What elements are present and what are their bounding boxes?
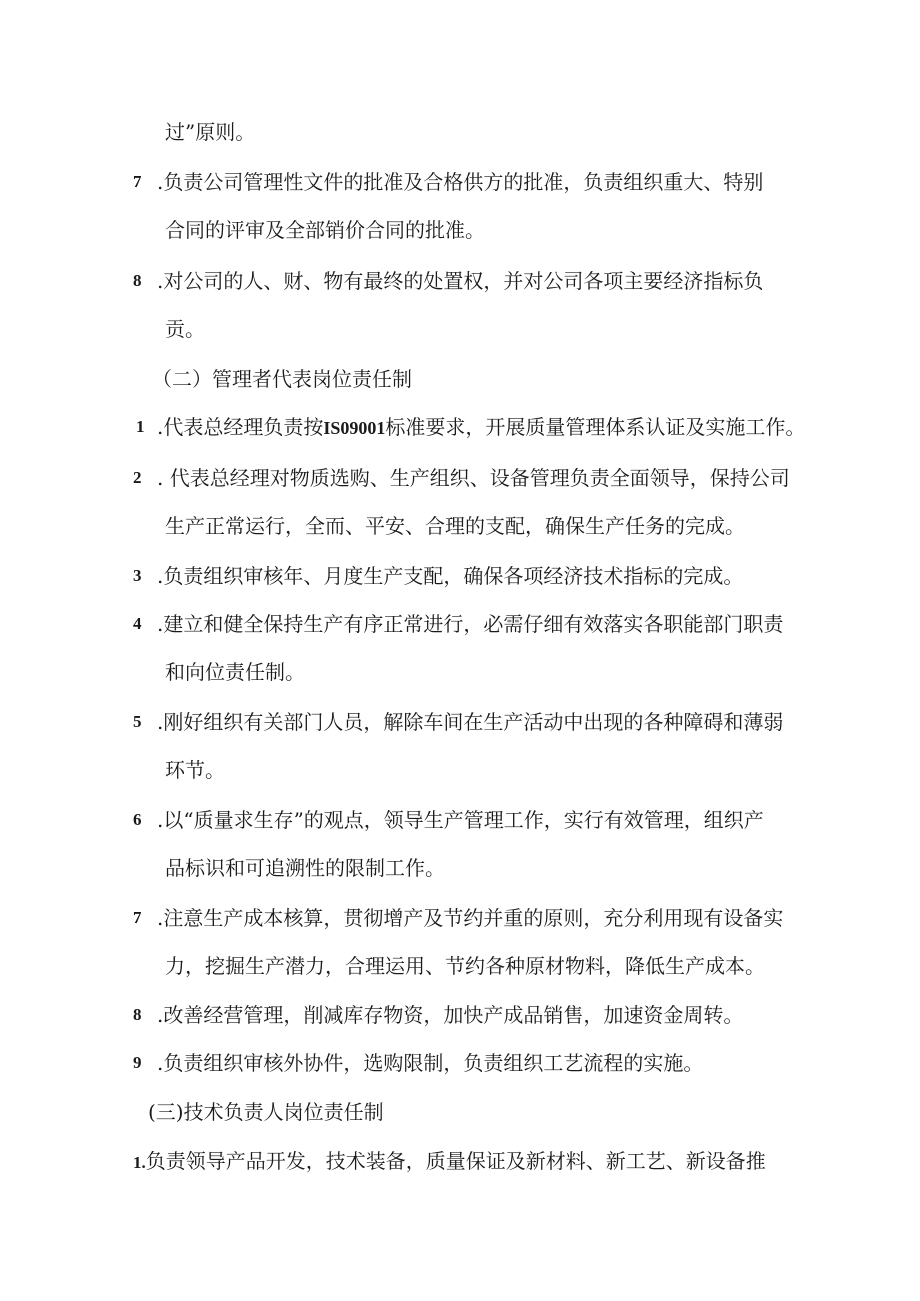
item-text-post: 标准要求，开展质量管理体系认证及实施工作。 <box>385 415 806 439</box>
standard-code: IS09001 <box>323 418 386 438</box>
continuation-line <box>0 511 920 541</box>
item-text: .以“质量求生存”的观点，领导生产管理工作，实行有效管理，组织产 <box>157 808 764 832</box>
heading-text: （二）管理者代表岗位责任制 <box>152 367 412 391</box>
list-item-8-president <box>0 266 920 296</box>
item-text <box>157 412 805 443</box>
continuation-line <box>0 755 920 785</box>
list-item-7-president <box>0 167 920 197</box>
item-number: 7 <box>133 172 142 191</box>
item-number: 3 <box>133 566 142 585</box>
list-item-1 <box>0 412 920 442</box>
list-item-2 <box>0 463 920 493</box>
item-text: .对公司的人、财、物有最终的处置权，并对公司各项主要经济指标负 <box>157 269 764 293</box>
line-text: 力，挖掘生产潜力，合理运用、节约各种原材物料，降低生产成本。 <box>165 954 765 978</box>
item-text: .负责组织审核年、月度生产支配，确保各项经济技术指标的完成。 <box>157 564 744 588</box>
continuation-line <box>0 853 920 883</box>
line-text: 和向位责任制。 <box>165 660 305 684</box>
item-number: 1. <box>133 1153 146 1172</box>
section-heading-3 <box>0 1097 920 1127</box>
item-number: 4 <box>133 614 142 633</box>
item-number: 9 <box>133 1053 142 1072</box>
item-number: 7 <box>133 908 142 927</box>
item-number: 5 <box>133 712 142 731</box>
list-item-6 <box>0 805 920 835</box>
list-item-8 <box>0 1000 920 1030</box>
item-text-body: 负责领导产品开发，技术装备，质量保证及新材料、新工艺、新设备推 <box>145 1149 766 1173</box>
list-item-3 <box>0 561 920 591</box>
list-item-9 <box>0 1048 920 1078</box>
line-text: 生产正常运行，全而、平安、合理的支配，确保生产任务的完成。 <box>165 514 745 538</box>
item-text: .负责公司管理性文件的批准及合格供方的批准，负责组织重大、特别 <box>157 170 764 194</box>
item-text: .注意生产成本核算，贯彻增产及节约并重的原则，充分利用现有设备实 <box>157 906 784 930</box>
line-text: 品标识和可追溯性的限制工作。 <box>165 856 445 880</box>
line-text: 环节。 <box>165 758 225 782</box>
list-item-1-technical <box>0 1146 920 1176</box>
continuation-line <box>0 314 920 344</box>
continuation-line <box>0 951 920 981</box>
item-text: .刚好组织有关部门人员，解除车间在生产活动中出现的各种障碍和薄弱 <box>157 710 784 734</box>
continuation-line <box>0 117 920 147</box>
line-text: 贡。 <box>165 317 205 341</box>
line-text: 合同的评审及全部销价合同的批准。 <box>165 218 485 242</box>
item-text <box>133 1146 766 1178</box>
item-number: 2 <box>133 468 142 487</box>
item-number: 1 <box>136 417 145 436</box>
item-number: 8 <box>133 271 142 290</box>
list-item-7 <box>0 903 920 933</box>
list-item-5 <box>0 707 920 737</box>
continuation-line <box>0 215 920 245</box>
item-text: .改善经营管理，削减库存物资，加快产成品销售，加速资金周转。 <box>157 1003 744 1027</box>
continuation-line <box>0 657 920 687</box>
item-text: .负责组织审核外协件，选购限制，负责组织工艺流程的实施。 <box>157 1051 704 1075</box>
item-number: 8 <box>133 1005 142 1024</box>
heading-text: (三)技术负责人岗位责任制 <box>148 1100 384 1124</box>
item-text: .建立和健全保持生产有序正常进行，必需仔细有效落实各职能部门职责 <box>157 612 784 636</box>
section-heading-2 <box>0 364 920 394</box>
item-number: 6 <box>133 810 142 829</box>
item-text-pre: .代表总经理负责按 <box>157 415 324 439</box>
list-item-4 <box>0 609 920 639</box>
item-text: . 代表总经理对物质选购、生产组织、设备管理负责全面领导，保持公司 <box>157 466 790 490</box>
line-text: 过”原则。 <box>165 120 256 144</box>
